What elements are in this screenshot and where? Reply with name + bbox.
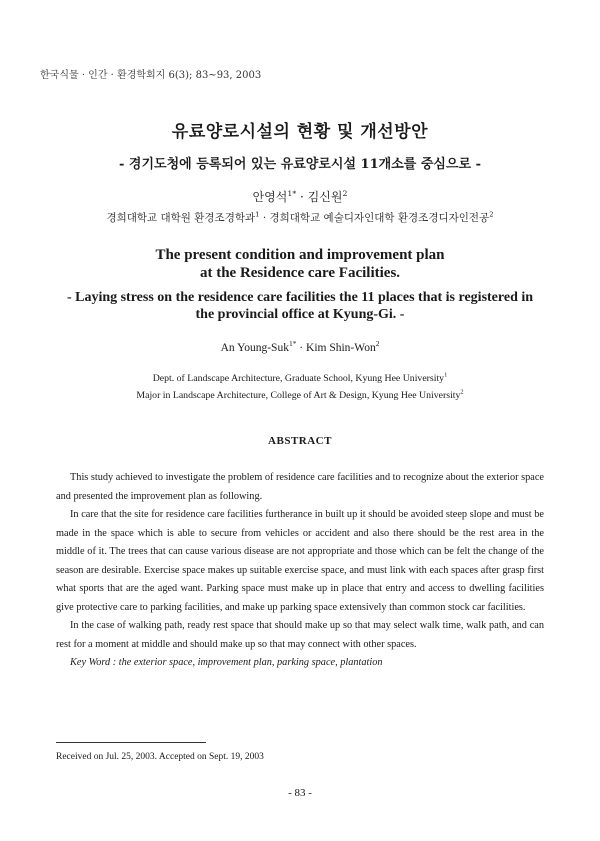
korean-affiliation-2-mark: 2 xyxy=(489,210,494,219)
korean-authors xyxy=(0,188,600,205)
english-affiliation-2-mark: 2 xyxy=(460,388,464,396)
english-title-line-1: The present condition and improvement plan xyxy=(155,247,445,263)
abstract-body xyxy=(56,469,544,673)
english-author-1: An Young-Suk xyxy=(220,342,289,354)
korean-affiliation-2: 경희대학교 예술디자인대학 환경조경디자인전공 xyxy=(269,212,490,224)
english-author-1-mark: 1* xyxy=(288,339,297,349)
english-author-2-mark: 2 xyxy=(375,339,380,349)
english-author-2: Kim Shin-Won xyxy=(306,342,376,354)
abstract-paragraph: In the case of walking path, ready rest space that should make up so that may select walk time, walk path, and can rest for a moment at middle and should make up so that may connect with other spaces. xyxy=(56,620,544,650)
abstract-heading: ABSTRACT xyxy=(268,435,332,447)
received-footnote: Received on Jul. 25, 2003. Accepted on Sept. 19, 2003 xyxy=(56,752,264,762)
english-author-separator: · xyxy=(296,342,307,354)
english-affiliation-2-line xyxy=(0,387,600,404)
korean-affiliation-1-mark: 1 xyxy=(255,210,260,219)
korean-author-1-mark: 1* xyxy=(287,189,297,198)
korean-affiliation-separator: · xyxy=(259,212,270,224)
english-title xyxy=(0,246,600,282)
english-affiliations xyxy=(0,370,600,404)
english-authors xyxy=(0,339,600,354)
english-affiliation-1: Dept. of Landscape Architecture, Graduate School, Kyung Hee University xyxy=(152,373,445,384)
korean-affiliations xyxy=(0,210,600,225)
english-subtitle-line-1: - Laying stress on the residence care facilities the 11 places that is registered in xyxy=(66,290,534,305)
korean-title: 유료양로시설의 현황 및 개선방안 xyxy=(171,122,429,142)
korean-author-2: 김신원 xyxy=(307,190,343,204)
english-subtitle-line-2: the provincial office at Kyung-Gi. - xyxy=(195,307,405,322)
korean-author-1: 안영석 xyxy=(252,190,288,204)
korean-author-separator: · xyxy=(296,190,308,204)
abstract-paragraph: In care that the site for residence care facilities furtherance in built up it should be avoided steep slope and must be made in the space which is able to secure from vehicles or accident and also there should be the rest area in the middle of it. The trees that can cause various disease are not appropriate and those which can be felt the change of the season are desirable. Exercise space makes up suitable exercise space, and must link with each spaces after grasp first what sports that are the aged want. Parking space must make up in place that entry and access to dwelling facilities give protective care to parking facilities, and make up parking space extensively than common stock car facilities. xyxy=(56,509,544,613)
english-affiliation-2: Major in Landscape Architecture, College of Art & Design, Kyung Hee University xyxy=(136,390,461,401)
english-affiliation-1-line xyxy=(0,370,600,387)
english-affiliation-1-mark: 1 xyxy=(444,371,448,379)
keywords: Key Word : the exterior space, improvement plan, parking space, plantation xyxy=(70,657,383,668)
english-subtitle xyxy=(50,289,550,323)
journal-header: 한국식물 · 인간 · 환경학회지 6(3); 83~93, 2003 xyxy=(40,70,262,81)
korean-affiliation-1: 경희대학교 대학원 환경조경학과 xyxy=(106,212,256,224)
korean-subtitle: - 경기도청에 등록되어 있는 유료양로시설 11개소를 중심으로 - xyxy=(119,157,481,172)
english-title-line-2: at the Residence care Facilities. xyxy=(199,265,401,281)
page-number: - 83 - xyxy=(288,787,312,799)
abstract-paragraph: This study achieved to investigate the problem of residence care facilities and to recognize about the exterior space and presented the improvement plan as following. xyxy=(56,472,544,502)
korean-author-2-mark: 2 xyxy=(342,189,348,198)
footnote-divider xyxy=(56,742,206,743)
